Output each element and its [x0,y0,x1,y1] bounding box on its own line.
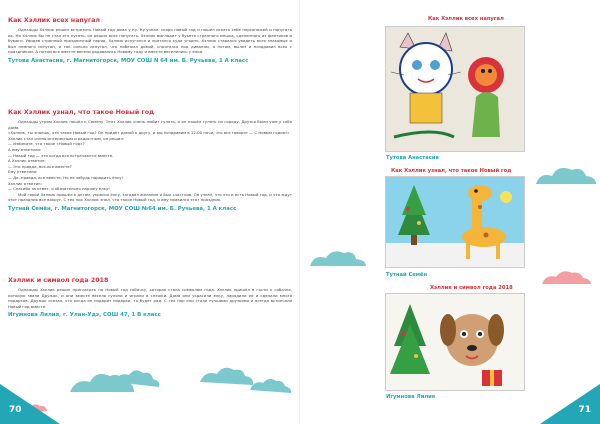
dialogue-line: — Извините, что такое «Новый год»? [8,141,85,147]
children-drawing-1 [385,26,525,152]
dialogue-line: «Хэллик, ты знаешь, что такое Новый год? Он придёт домой к другу, и мы поздравим в 12:00 ночи, что все говорят — С Новым годом!» [8,130,290,136]
story-paragraph: Мой герой Хэллик пришёл к детям, украсил ёлку, загадал желание и был счастлив. Он узнал, что это и есть Новый год, и что ждут этот праздник все вокруг. С тех пор Хэллик знал, что такое Новый год, и ему нравился этот праздник. [8,191,292,203]
story-paragraph: Однажды Хэллик решил встретить Новый год дома у Ку. Ку узнал: скоро новый год и пошёл искать себе персонажей и напугать их. Но Хэллик бы не стал его пугать, он решил всех напугать. Хэллик выглядит у букета странного мешка, сделанного из фантиков и бумаги. Увидев странный праздничный наряд, Хэллик испугался и прятался куда угодно. Хэллик старался увидеть всех знакомых и был немного испуган, и так сильно испугал, что побежал домой, спрятался под диваном, а потом, вылез и поздравил всех с праздником. А потом все вместе весело радовались Новому году и вместе веселились у ёлки. [8,27,292,55]
children-drawing-2 [385,176,525,268]
story-block [8,108,292,213]
dialogue-line: — Спасибо за ответ, я обязательно наряжу ёлку! [8,186,110,192]
dialogue-line: А ему ответили: [8,146,42,152]
drawing-author: Тутова Анастасия [386,155,439,161]
drawing-author: Игумнова Лилия [386,394,436,400]
dialogue-line: Хэллик стал очень интересным и радостным, он решил: [8,135,125,141]
corner-decoration [540,384,600,424]
dialogue-line: — Это правда, все-все вместе? [8,163,72,169]
drawing-title: Хэллик и символ года 2018 [430,285,513,291]
story-block [8,276,292,319]
drawing-title: Как Хэллик узнал, что такое Новый год [391,168,512,174]
story-title: Как Хэллик всех напугал [8,17,100,24]
drawing-author: Тутнай Семён [386,272,428,278]
cloud-decoration [528,260,600,288]
story-title: Хэллик и символ года 2018 [8,277,109,284]
drawing-title: Как Хэллик всех напугал [428,16,504,22]
story-paragraph: Однажды утром Хэллик пошёл к Семёну. Этот Хэллик очень любит гулять, и он пошёл гулять по городу. Друзья были уже у себя дома. [8,119,292,130]
story-author: Тутова Анастасия, г. Магнитогорск, МОУ СОШ N 64 им. Б. Ручьева, 1 А класс [8,57,249,64]
dog-drawing-icon [386,294,525,391]
story-title: Как Хэллик узнал, что такое Новый год [8,109,155,116]
dialogue-line: Хэллик ответил: [8,180,42,186]
cat-drawing-icon [386,27,525,152]
page-number: 70 [9,405,22,415]
story-block [8,16,292,65]
story-author: Игумнова Лилия, г. Улан-Удэ, СОШ 47, 1 В класс [8,312,161,319]
cloud-decoration [528,150,600,190]
page-number: 71 [578,405,591,415]
story-paragraph: Однажды Хэллик решил пригласить на Новый год собачку, которая стала символом года. Хэллик пришёл в гости к собачке, которую звали Дружок, и они вместе весело гуляли и играли в снежки. Дома они украсили ёлку, нарядили её и сделали много подарков. Дружок сказал, что когда он подарит подарки, то будет рад. С тех пор они стали лучшими друзьями и всегда встречали Новый год вместе. [8,287,292,309]
giraffe-drawing-icon [386,177,525,268]
story-author: Тутнай Семён, г. Магнитогорск, МОУ СОШ №64 им. Б. Ручьева, 1 А класс [8,205,237,212]
right-page [300,0,600,424]
dialogue-line: — Да, правда, все вместе. Но не забудь нарядить ёлку! [8,174,124,180]
dialogue-line: Ему ответили: [8,169,38,175]
children-drawing-3 [385,293,525,391]
dialogue-line: — Новый год — это когда все встречаются вместе. [8,152,114,158]
dialogue-line: А Хэллик ответил: [8,158,46,164]
cloud-decoration [300,236,380,272]
corner-decoration [0,384,60,424]
